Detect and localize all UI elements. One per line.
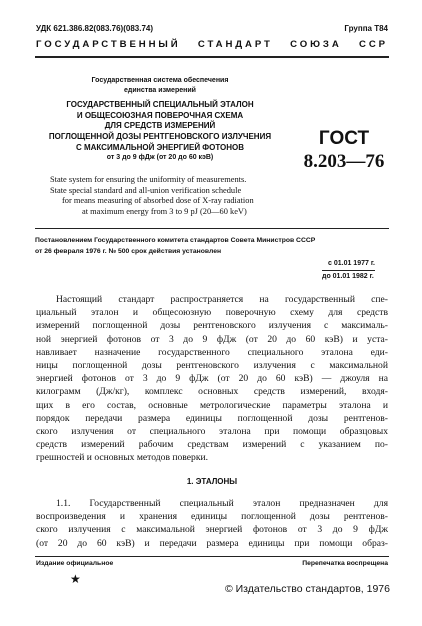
intro-line: ского излучения от специального эталона при помощи образцовых: [36, 426, 388, 438]
decree-line-1: Постановлением Государственного комитета стандартов Совета Министров СССР: [35, 237, 316, 244]
reprint-prohibited: Перепечатка воспрещена: [302, 560, 388, 567]
intro-line: ницы поглощенной дозы рентгеновского излучения с максимальной: [36, 360, 388, 372]
section-heading: 1. ЭТАЛОНЫ: [186, 477, 238, 486]
star-mark: ★: [70, 572, 81, 586]
title-rule: [35, 228, 389, 229]
intro-line: измерений поглощенной дозы рентгеновского излучения с максималь-: [36, 320, 388, 332]
title-line-4: ПОГЛОЩЕННОЙ ДОЗЫ РЕНТГЕНОВСКОГО ИЗЛУЧЕНИЯ: [48, 131, 272, 141]
validity-dates: [322, 258, 375, 282]
decree-line-2: от 26 февраля 1976 г. № 500 срок действия установлен: [35, 247, 222, 255]
section-line: ского излучения с максимальной энергией фотонов от 3 до 9 фДж: [36, 524, 388, 536]
system-line-2: единства измерений: [124, 86, 196, 94]
gost-label: ГОСТ: [318, 128, 370, 149]
intro-line: циальный эталон и общесоюзную поверочную схему для средств: [36, 307, 388, 319]
intro-line: навливает назначение государственного специального эталона еди-: [36, 346, 388, 358]
section-paragraph: [36, 497, 388, 550]
udk-code: УДК 621.386.82(083.76)(083.74): [36, 24, 154, 33]
decree: [35, 236, 315, 257]
gost-designation: [296, 128, 392, 174]
english-line-1: State system for ensuring the uniformity of measurements.: [50, 175, 247, 184]
standard-banner: ГОСУДАРСТВЕННЫЙ СТАНДАРТ СОЮЗА ССР: [36, 39, 388, 50]
intro-line: грешностей и основных методов поверки.: [36, 452, 209, 464]
valid-to: до 01.01 1982 г.: [322, 273, 374, 280]
header-rule: [35, 56, 389, 58]
intro-line: Настоящий стандарт распространяется на государственный спе-: [56, 294, 388, 305]
group-code: Группа Т84: [344, 24, 388, 33]
title-line-6: от 3 до 9 фДж (от 20 до 60 кэВ): [106, 154, 214, 162]
english-line-3: for means measuring of absorbed dose of X-ray radiation: [62, 196, 254, 206]
english-line-4: at maximum energy from 3 to 9 pJ (20—60 keV): [82, 206, 247, 216]
intro-line: килограмм (Дж/кг), комплекс основных средств измерений, входя-: [36, 386, 388, 398]
english-title: [50, 175, 350, 217]
intro-line: порядок передачи размера единицы поглощенной дозы рентгенов-: [36, 412, 388, 424]
title-line-5: С МАКСИМАЛЬНОЙ ЭНЕРГИЕЙ ФОТОНОВ: [75, 142, 245, 152]
official-edition: Издание официальное: [36, 560, 114, 567]
intro-line: ной энергией фотонов от 3 до 9 фДж (от 20 до 60 кэВ) и уста-: [36, 333, 388, 345]
intro-paragraph: [36, 293, 388, 465]
title-block: [40, 76, 280, 163]
publisher-copyright: © Издательство стандартов, 1976: [224, 583, 390, 595]
system-line-1: Государственная система обеспечения: [91, 77, 229, 84]
intro-line: средств измерений рабочим средствам измерений с указанием по-: [36, 439, 388, 451]
section-line: (от 20 до 60 кэВ) и передачи размера единицы при помощи образ-: [36, 537, 388, 549]
intro-line: энергией фотонов от 3 до 9 фДж (от 20 до 60 кэВ) — джоуля на: [36, 373, 388, 385]
intro-line: щих в его состав, основные метрологические параметры эталона и: [36, 399, 388, 411]
title-line-1: ГОСУДАРСТВЕННЫЙ СПЕЦИАЛЬНЫЙ ЭТАЛОН: [66, 100, 254, 110]
gost-number: 8.203—76: [303, 151, 385, 172]
title-line-3: ДЛЯ СРЕДСТВ ИЗМЕРЕНИЙ: [104, 121, 216, 131]
title-line-2: И ОБЩЕСОЮЗНАЯ ПОВЕРОЧНАЯ СХЕМА: [76, 110, 244, 120]
valid-from: с 01.01 1977 г.: [322, 258, 375, 271]
section-line: 1.1. Государственный специальный эталон предназначен для: [56, 498, 388, 509]
english-line-2: State special standard and all-union verification schedule: [50, 185, 242, 195]
section-line: воспроизведения и хранения единицы поглощенной дозы рентгенов-: [36, 511, 388, 523]
footer-rule: [35, 556, 389, 557]
